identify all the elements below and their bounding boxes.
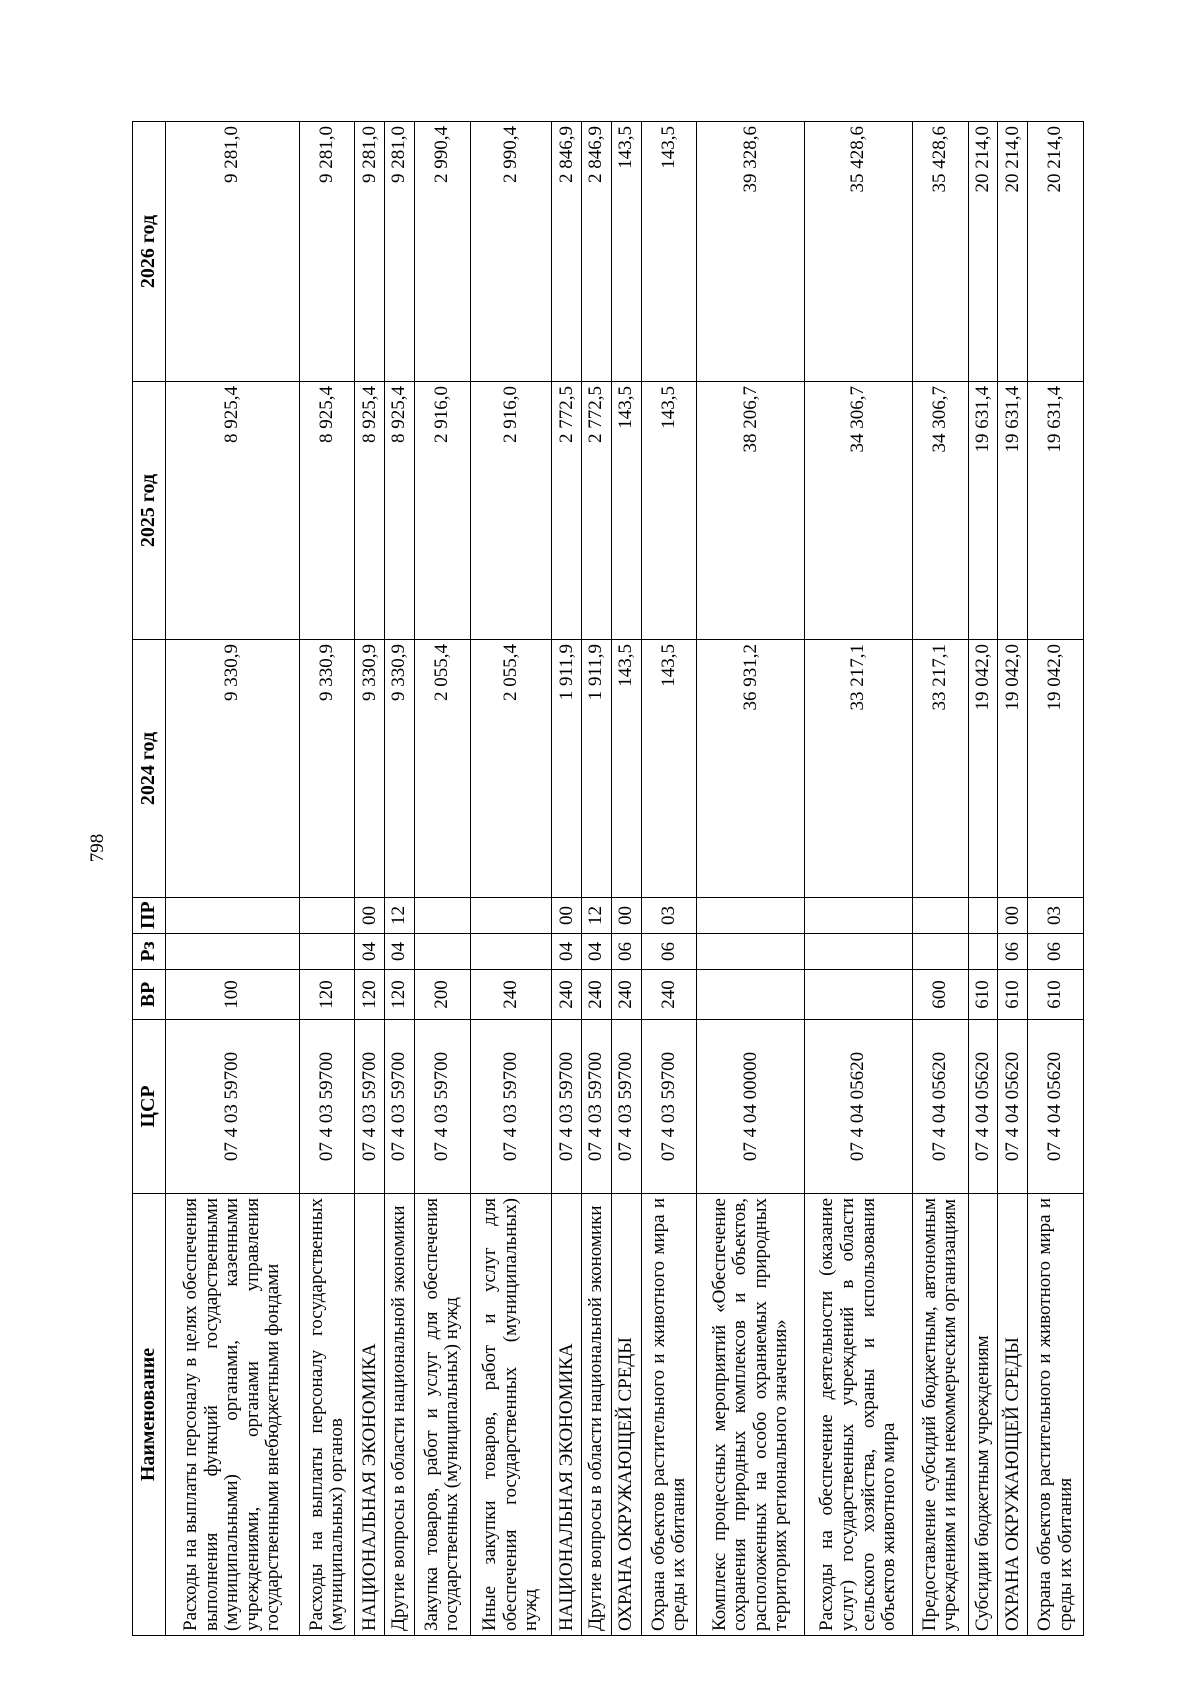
cell-2025: 8 925,4 bbox=[166, 382, 300, 640]
cell-2026: 39 328,6 bbox=[697, 122, 805, 382]
cell-2025: 2 772,5 bbox=[582, 382, 612, 640]
cell-csr: 07 4 03 59700 bbox=[355, 1020, 385, 1194]
cell-name: Охрана объектов растительного и животного мира и среды их обитания bbox=[641, 1194, 697, 1636]
cell-pr: 03 bbox=[641, 898, 697, 934]
cell-2024: 9 330,9 bbox=[299, 640, 355, 898]
header-2025: 2025 год bbox=[133, 382, 166, 640]
cell-vr: 610 bbox=[1028, 970, 1084, 1020]
cell-vr bbox=[805, 970, 913, 1020]
cell-2024: 19 042,0 bbox=[998, 640, 1028, 898]
cell-csr: 07 4 03 59700 bbox=[414, 1020, 470, 1194]
table-body bbox=[166, 122, 1084, 1636]
cell-name: Расходы на выплаты персоналу в целях обеспечения выполнения функций государственными (муниципальными) органами, казенными учреждениями, органами управления государственными внебюджетными фондами bbox=[166, 1194, 300, 1636]
cell-2025: 8 925,4 bbox=[385, 382, 415, 640]
header-2026: 2026 год bbox=[133, 122, 166, 382]
cell-2025: 8 925,4 bbox=[355, 382, 385, 640]
cell-2024: 33 217,1 bbox=[912, 640, 968, 898]
cell-vr: 240 bbox=[641, 970, 697, 1020]
cell-2026: 35 428,6 bbox=[805, 122, 913, 382]
table-row bbox=[912, 122, 968, 1636]
table-row bbox=[385, 122, 415, 1636]
cell-pr bbox=[805, 898, 913, 934]
cell-csr: 07 4 03 59700 bbox=[582, 1020, 612, 1194]
table-header-row bbox=[133, 122, 166, 1636]
cell-2026: 9 281,0 bbox=[299, 122, 355, 382]
cell-vr: 120 bbox=[385, 970, 415, 1020]
cell-2025: 2 916,0 bbox=[414, 382, 470, 640]
cell-pr bbox=[166, 898, 300, 934]
cell-2026: 2 846,9 bbox=[582, 122, 612, 382]
header-vr: ВР bbox=[133, 970, 166, 1020]
cell-vr: 240 bbox=[611, 970, 641, 1020]
cell-2026: 20 214,0 bbox=[1028, 122, 1084, 382]
cell-pr bbox=[299, 898, 355, 934]
table-row bbox=[1028, 122, 1084, 1636]
cell-rz: 06 bbox=[998, 934, 1028, 970]
cell-csr: 07 4 04 05620 bbox=[805, 1020, 913, 1194]
cell-2026: 9 281,0 bbox=[355, 122, 385, 382]
cell-name: Охрана объектов растительного и животного мира и среды их обитания bbox=[1028, 1194, 1084, 1636]
cell-csr: 07 4 04 05620 bbox=[1028, 1020, 1084, 1194]
cell-rz bbox=[299, 934, 355, 970]
cell-csr: 07 4 03 59700 bbox=[611, 1020, 641, 1194]
cell-pr: 00 bbox=[611, 898, 641, 934]
cell-name: НАЦИОНАЛЬНАЯ ЭКОНОМИКА bbox=[552, 1194, 582, 1636]
cell-2026: 20 214,0 bbox=[998, 122, 1028, 382]
cell-2024: 9 330,9 bbox=[385, 640, 415, 898]
cell-2026: 2 846,9 bbox=[552, 122, 582, 382]
cell-2026: 2 990,4 bbox=[414, 122, 470, 382]
header-csr: ЦСР bbox=[133, 1020, 166, 1194]
cell-rz bbox=[166, 934, 300, 970]
cell-2024: 2 055,4 bbox=[470, 640, 552, 898]
cell-2026: 9 281,0 bbox=[385, 122, 415, 382]
header-name: Наименование bbox=[133, 1194, 166, 1636]
cell-csr: 07 4 03 59700 bbox=[385, 1020, 415, 1194]
cell-vr: 610 bbox=[968, 970, 998, 1020]
cell-rz: 04 bbox=[385, 934, 415, 970]
cell-csr: 07 4 03 59700 bbox=[299, 1020, 355, 1194]
cell-rz bbox=[912, 934, 968, 970]
cell-vr: 600 bbox=[912, 970, 968, 1020]
cell-2024: 33 217,1 bbox=[805, 640, 913, 898]
table-row bbox=[805, 122, 913, 1636]
cell-name: НАЦИОНАЛЬНАЯ ЭКОНОМИКА bbox=[355, 1194, 385, 1636]
cell-2025: 34 306,7 bbox=[805, 382, 913, 640]
table-row bbox=[166, 122, 300, 1636]
cell-vr: 120 bbox=[355, 970, 385, 1020]
cell-2025: 19 631,4 bbox=[1028, 382, 1084, 640]
cell-name: Субсидии бюджетным учреждениям bbox=[968, 1194, 998, 1636]
cell-rz bbox=[968, 934, 998, 970]
cell-csr: 07 4 04 00000 bbox=[697, 1020, 805, 1194]
cell-name: Другие вопросы в области национальной экономики bbox=[582, 1194, 612, 1636]
table-row bbox=[414, 122, 470, 1636]
cell-2026: 143,5 bbox=[611, 122, 641, 382]
cell-pr: 03 bbox=[1028, 898, 1084, 934]
cell-vr bbox=[697, 970, 805, 1020]
cell-name: Предоставление субсидий бюджетным, автономным учреждениям и иным некоммерческим организациям bbox=[912, 1194, 968, 1636]
cell-2025: 19 631,4 bbox=[998, 382, 1028, 640]
cell-2025: 34 306,7 bbox=[912, 382, 968, 640]
cell-vr: 240 bbox=[470, 970, 552, 1020]
table-row bbox=[641, 122, 697, 1636]
cell-2026: 35 428,6 bbox=[912, 122, 968, 382]
cell-2024: 9 330,9 bbox=[166, 640, 300, 898]
cell-vr: 240 bbox=[582, 970, 612, 1020]
table-row bbox=[299, 122, 355, 1636]
cell-name: Другие вопросы в области национальной экономики bbox=[385, 1194, 415, 1636]
cell-pr: 12 bbox=[582, 898, 612, 934]
cell-rz: 06 bbox=[1028, 934, 1084, 970]
cell-rz bbox=[805, 934, 913, 970]
cell-2026: 2 990,4 bbox=[470, 122, 552, 382]
cell-vr: 200 bbox=[414, 970, 470, 1020]
cell-csr: 07 4 03 59700 bbox=[166, 1020, 300, 1194]
cell-pr bbox=[912, 898, 968, 934]
cell-2025: 143,5 bbox=[641, 382, 697, 640]
cell-2024: 2 055,4 bbox=[414, 640, 470, 898]
rotated-table-container bbox=[132, 122, 1084, 1636]
cell-rz: 06 bbox=[611, 934, 641, 970]
cell-name: Иные закупки товаров, работ и услуг для обеспечения государственных (муниципальных) нужд bbox=[470, 1194, 552, 1636]
cell-vr: 120 bbox=[299, 970, 355, 1020]
cell-2026: 143,5 bbox=[641, 122, 697, 382]
cell-2024: 1 911,9 bbox=[552, 640, 582, 898]
cell-csr: 07 4 03 59700 bbox=[470, 1020, 552, 1194]
cell-name: ОХРАНА ОКРУЖАЮЩЕЙ СРЕДЫ bbox=[998, 1194, 1028, 1636]
page-number: 798 bbox=[87, 833, 108, 863]
cell-pr: 00 bbox=[355, 898, 385, 934]
cell-2024: 19 042,0 bbox=[968, 640, 998, 898]
cell-2025: 2 772,5 bbox=[552, 382, 582, 640]
cell-2024: 19 042,0 bbox=[1028, 640, 1084, 898]
cell-name: Закупка товаров, работ и услуг для обеспечения государственных (муниципальных) нужд bbox=[414, 1194, 470, 1636]
cell-csr: 07 4 04 05620 bbox=[968, 1020, 998, 1194]
cell-rz bbox=[697, 934, 805, 970]
cell-csr: 07 4 03 59700 bbox=[641, 1020, 697, 1194]
cell-2024: 143,5 bbox=[611, 640, 641, 898]
table-row bbox=[998, 122, 1028, 1636]
cell-2024: 143,5 bbox=[641, 640, 697, 898]
cell-name: Расходы на выплаты персоналу государственных (муниципальных) органов bbox=[299, 1194, 355, 1636]
table-row bbox=[552, 122, 582, 1636]
cell-rz: 04 bbox=[355, 934, 385, 970]
cell-2025: 8 925,4 bbox=[299, 382, 355, 640]
cell-rz bbox=[414, 934, 470, 970]
cell-rz: 06 bbox=[641, 934, 697, 970]
cell-2025: 143,5 bbox=[611, 382, 641, 640]
cell-vr: 240 bbox=[552, 970, 582, 1020]
table-row bbox=[355, 122, 385, 1636]
cell-2024: 1 911,9 bbox=[582, 640, 612, 898]
cell-2026: 9 281,0 bbox=[166, 122, 300, 382]
budget-table bbox=[132, 121, 1084, 1636]
cell-pr bbox=[968, 898, 998, 934]
cell-csr: 07 4 04 05620 bbox=[998, 1020, 1028, 1194]
cell-2025: 38 206,7 bbox=[697, 382, 805, 640]
table-row bbox=[611, 122, 641, 1636]
header-rz: Рз bbox=[133, 934, 166, 970]
cell-rz bbox=[470, 934, 552, 970]
cell-pr: 12 bbox=[385, 898, 415, 934]
cell-name: Расходы на обеспечение деятельности (оказание услуг) государственных учреждений в области сельского хозяйства, охраны и использования объектов животного мира bbox=[805, 1194, 913, 1636]
cell-vr: 100 bbox=[166, 970, 300, 1020]
table-row bbox=[697, 122, 805, 1636]
table-row bbox=[470, 122, 552, 1636]
cell-pr: 00 bbox=[998, 898, 1028, 934]
header-2024: 2024 год bbox=[133, 640, 166, 898]
cell-pr bbox=[697, 898, 805, 934]
cell-rz: 04 bbox=[582, 934, 612, 970]
cell-csr: 07 4 03 59700 bbox=[552, 1020, 582, 1194]
cell-2025: 2 916,0 bbox=[470, 382, 552, 640]
cell-2024: 9 330,9 bbox=[355, 640, 385, 898]
table-row bbox=[582, 122, 612, 1636]
cell-2026: 20 214,0 bbox=[968, 122, 998, 382]
cell-2025: 19 631,4 bbox=[968, 382, 998, 640]
cell-name: ОХРАНА ОКРУЖАЮЩЕЙ СРЕДЫ bbox=[611, 1194, 641, 1636]
cell-vr: 610 bbox=[998, 970, 1028, 1020]
cell-pr bbox=[414, 898, 470, 934]
cell-csr: 07 4 04 05620 bbox=[912, 1020, 968, 1194]
cell-rz: 04 bbox=[552, 934, 582, 970]
table-row bbox=[968, 122, 998, 1636]
cell-pr bbox=[470, 898, 552, 934]
cell-2024: 36 931,2 bbox=[697, 640, 805, 898]
header-pr: ПР bbox=[133, 898, 166, 934]
cell-pr: 00 bbox=[552, 898, 582, 934]
cell-name: Комплекс процессных мероприятий «Обеспечение сохранения природных комплексов и объектов, расположенных на особо охраняемых природных территориях регионального значения» bbox=[697, 1194, 805, 1636]
